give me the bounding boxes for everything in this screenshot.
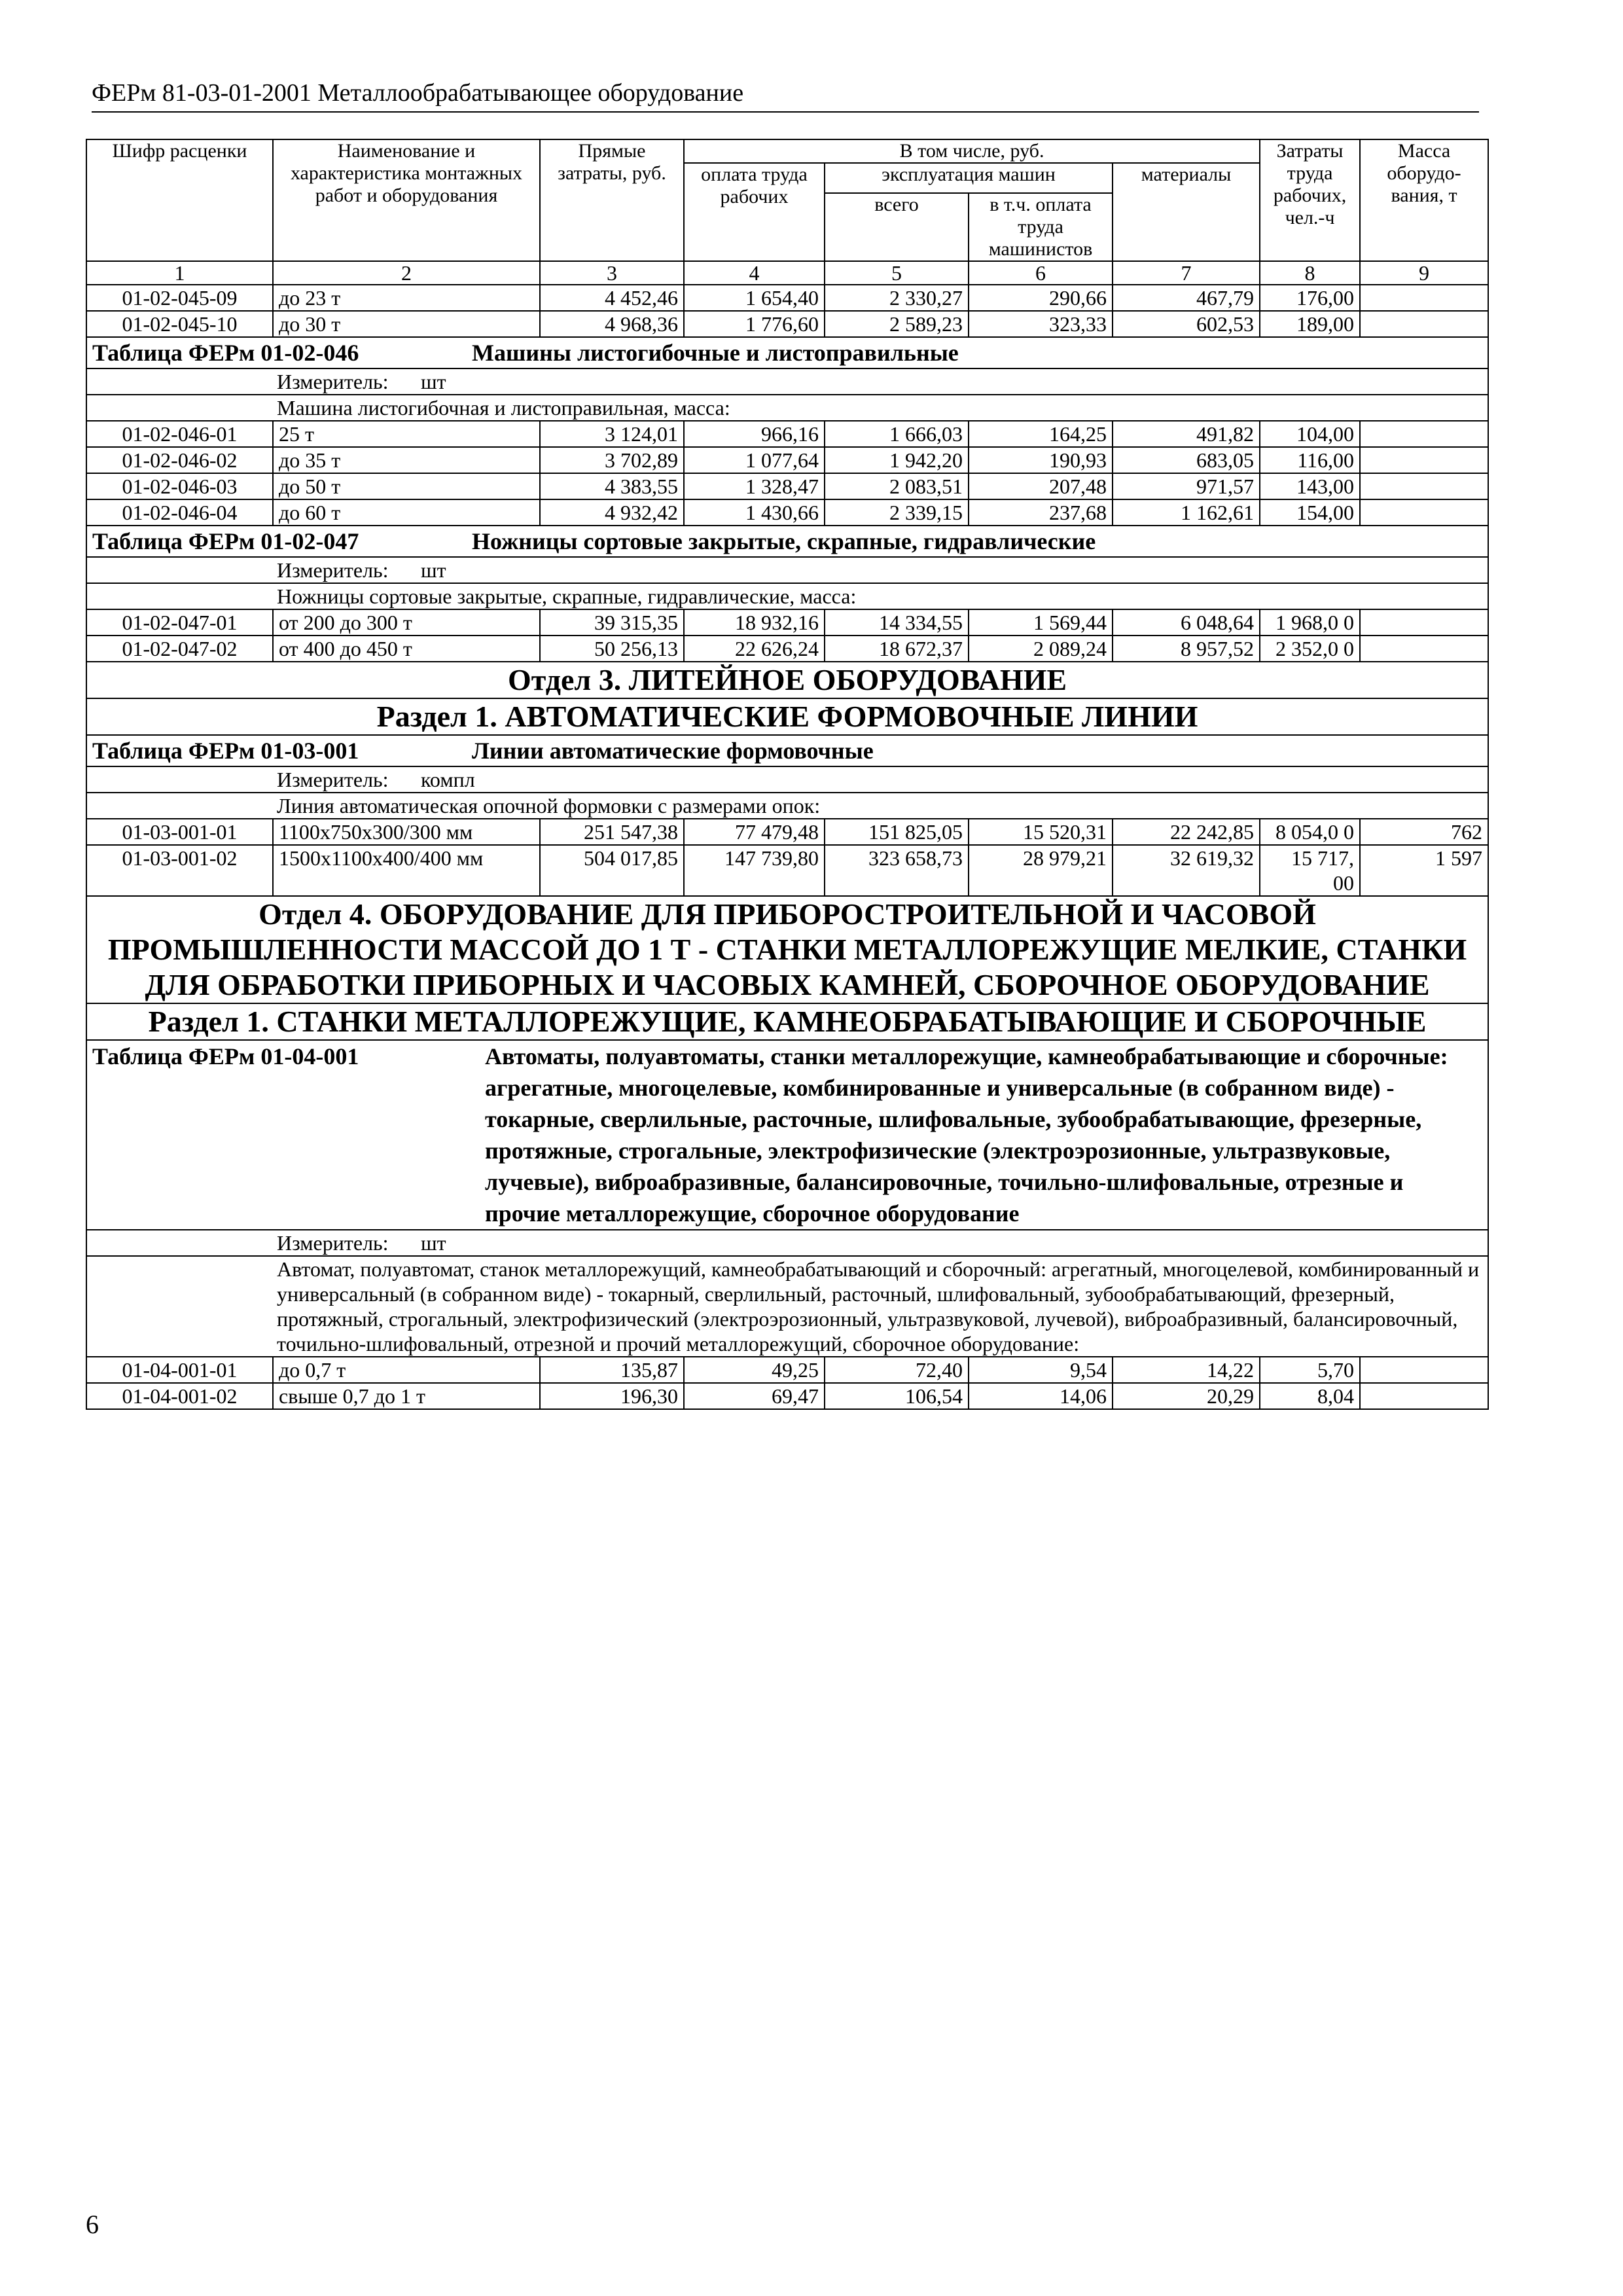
column-number: 5: [825, 261, 969, 285]
section-heading-row: [86, 698, 1488, 735]
cell-direct-cost: 4 452,46: [540, 285, 684, 311]
cell-name: 1500х1100х400/400 мм: [273, 845, 540, 896]
cell-labor-hours: 8,04: [1260, 1383, 1360, 1409]
table-code: Таблица ФЕРм 01-04-001: [92, 1043, 359, 1069]
cell-labor-hours: 5,70: [1260, 1357, 1360, 1383]
cell-labor-hours: 1 968,0 0: [1260, 609, 1360, 636]
column-number: 3: [540, 261, 684, 285]
section-heading-row: [86, 1003, 1488, 1040]
cell-labor-hours: 15 717, 00: [1260, 845, 1360, 896]
cell-machines-total: 106,54: [825, 1383, 969, 1409]
cell-machines-total: 151 825,05: [825, 819, 969, 845]
cell-name: до 60 т: [273, 499, 540, 526]
cell-labor-hours: 154,00: [1260, 499, 1360, 526]
cell-code: 01-02-047-02: [86, 636, 273, 662]
measure-label: Измеритель:: [277, 1231, 389, 1255]
col-header-code: Шифр расценки: [86, 139, 273, 261]
cell-name: 1100х750х300/300 мм: [273, 819, 540, 845]
cell-name: 25 т: [273, 421, 540, 447]
table-code: Таблица ФЕРм 01-02-047: [92, 528, 359, 554]
cell-labor-hours: 116,00: [1260, 447, 1360, 473]
cell-labor: 22 626,24: [684, 636, 825, 662]
table-code: Таблица ФЕРм 01-03-001: [92, 738, 359, 764]
cell-machinists: 237,68: [969, 499, 1113, 526]
cell-labor: 1 430,66: [684, 499, 825, 526]
cell-labor: 1 654,40: [684, 285, 825, 311]
cell-machines-total: 323 658,73: [825, 845, 969, 896]
table-title-row: [86, 1040, 1488, 1230]
cell-name: от 400 до 450 т: [273, 636, 540, 662]
table-name: Автоматы, полуавтоматы, станки металлорежущие, камнеобрабатывающие и сборочные: агрегатные, многоцелевые, комбинированные и универсальные (в собранном виде) - токарные, сверлильные, расточные, шлифовальные, зубообрабатывающие, фрезерные, протяжные, строгальные, электрофизические (электроэрозионные, ультразвуковые, лучевые), виброабразивные, балансировочные, точильно-шлифовальные, отрезные и прочие металлорежущие, сборочное оборудование: [485, 1043, 1448, 1227]
cell-code: 01-02-046-01: [86, 421, 273, 447]
column-number: 9: [1360, 261, 1488, 285]
cell-direct-cost: 196,30: [540, 1383, 684, 1409]
cell-machinists: 207,48: [969, 473, 1113, 499]
column-number: 4: [684, 261, 825, 285]
cell-machinists: 164,25: [969, 421, 1113, 447]
cell-direct-cost: 135,87: [540, 1357, 684, 1383]
col-header-total: всего: [825, 193, 969, 261]
cell-machines-total: 1 942,20: [825, 447, 969, 473]
cell-name: до 35 т: [273, 447, 540, 473]
cell-materials: 32 619,32: [1113, 845, 1260, 896]
cell-labor-hours: 176,00: [1260, 285, 1360, 311]
table-intro: Ножницы сортовые закрытые, скрапные, гидравлические, масса:: [86, 583, 1488, 609]
measure-label: Измеритель:: [277, 370, 389, 393]
table-intro: Машина листогибочная и листоправильная, масса:: [86, 395, 1488, 421]
table-row: [86, 609, 1488, 636]
table-row: [86, 473, 1488, 499]
table-row: [86, 311, 1488, 337]
cell-labor: 966,16: [684, 421, 825, 447]
table-intro: Автомат, полуавтомат, станок металлорежущий, камнеобрабатывающий и сборочный: агрегатный, многоцелевой, комбинированный и универсальный (в собранном виде) - токарный, сверлильный, расточный, шлифовальный, зубообрабатывающий, фрезерный, протяжный, строгальный, электрофизический (электроэрозионный, ультразвуковой, лучевой), виброабразивный, балансировочный, точильно-шлифовальный, отрезной и прочий металлорежущий, сборочное оборудование:: [86, 1256, 1488, 1357]
cell-name: до 23 т: [273, 285, 540, 311]
intro-row: [86, 395, 1488, 421]
cell-mass: [1360, 447, 1488, 473]
cell-labor: 147 739,80: [684, 845, 825, 896]
cell-direct-cost: 4 932,42: [540, 499, 684, 526]
table-row: [86, 819, 1488, 845]
table-row: [86, 845, 1488, 896]
col-header-materials: материалы: [1113, 163, 1260, 261]
section-heading-row: [86, 662, 1488, 698]
header-row-1: [86, 139, 1488, 163]
table-title-row: [86, 337, 1488, 368]
cell-labor-hours: 189,00: [1260, 311, 1360, 337]
table-row: [86, 499, 1488, 526]
table-row: [86, 447, 1488, 473]
cell-materials: 602,53: [1113, 311, 1260, 337]
cell-labor: 69,47: [684, 1383, 825, 1409]
cell-materials: 1 162,61: [1113, 499, 1260, 526]
cell-direct-cost: 3 702,89: [540, 447, 684, 473]
cell-labor: 49,25: [684, 1357, 825, 1383]
measure-row: [86, 1230, 1488, 1256]
cell-machinists: 28 979,21: [969, 845, 1113, 896]
col-header-direct: Прямые затраты, руб.: [540, 139, 684, 261]
measure-unit: компл: [421, 768, 475, 791]
measure-row: [86, 766, 1488, 793]
cell-materials: 22 242,85: [1113, 819, 1260, 845]
cell-labor-hours: 143,00: [1260, 473, 1360, 499]
measure-row: [86, 557, 1488, 583]
table-name: Линии автоматические формовочные: [472, 738, 874, 764]
column-number: 6: [969, 261, 1113, 285]
cell-mass: [1360, 499, 1488, 526]
cell-code: 01-02-046-02: [86, 447, 273, 473]
cell-code: 01-03-001-01: [86, 819, 273, 845]
cell-mass: 762: [1360, 819, 1488, 845]
table-row: [86, 1383, 1488, 1409]
cell-code: 01-02-045-10: [86, 311, 273, 337]
cell-materials: 14,22: [1113, 1357, 1260, 1383]
cell-mass: [1360, 285, 1488, 311]
cell-machines-total: 14 334,55: [825, 609, 969, 636]
col-header-mass: Масса оборудо-вания, т: [1360, 139, 1488, 261]
cell-machines-total: 18 672,37: [825, 636, 969, 662]
col-header-machines: эксплуатация машин: [825, 163, 1113, 193]
intro-row: [86, 793, 1488, 819]
cell-materials: 491,82: [1113, 421, 1260, 447]
cell-labor: 1 776,60: [684, 311, 825, 337]
department-heading: Отдел 4. ОБОРУДОВАНИЕ ДЛЯ ПРИБОРОСТРОИТЕЛЬНОЙ И ЧАСОВОЙ ПРОМЫШЛЕННОСТИ МАССОЙ ДО 1 Т - СТАНКИ МЕТАЛЛОРЕЖУЩИЕ МЕЛКИЕ, СТАНКИ ДЛЯ ОБРАБОТКИ ПРИБОРНЫХ И ЧАСОВЫХ КАМНЕЙ, СБОРОЧНОЕ ОБОРУДОВАНИЕ: [86, 896, 1488, 1003]
table-title-row: [86, 735, 1488, 766]
table-intro: Линия автоматическая опочной формовки с размерами опок:: [86, 793, 1488, 819]
cell-name: до 0,7 т: [273, 1357, 540, 1383]
col-header-labor-cost: Затраты труда рабочих, чел.-ч: [1260, 139, 1360, 261]
table-row: [86, 636, 1488, 662]
cell-direct-cost: 251 547,38: [540, 819, 684, 845]
cell-direct-cost: 3 124,01: [540, 421, 684, 447]
cell-machines-total: 1 666,03: [825, 421, 969, 447]
section-heading: Раздел 1. СТАНКИ МЕТАЛЛОРЕЖУЩИЕ, КАМНЕОБРАБАТЫВАЮЩИЕ И СБОРОЧНЫЕ: [86, 1003, 1488, 1040]
cell-machines-total: 2 339,15: [825, 499, 969, 526]
cell-mass: [1360, 421, 1488, 447]
col-header-labor: оплата труда рабочих: [684, 163, 825, 261]
table-row: [86, 285, 1488, 311]
col-header-name: Наименование и характеристика монтажных работ и оборудования: [273, 139, 540, 261]
page-header-title: ФЕРм 81-03-01-2001 Металлообрабатывающее оборудование: [92, 77, 1479, 113]
intro-row: [86, 583, 1488, 609]
cell-mass: [1360, 1357, 1488, 1383]
cell-code: 01-02-045-09: [86, 285, 273, 311]
cell-machinists: 290,66: [969, 285, 1113, 311]
measure-label: Измеритель:: [277, 558, 389, 582]
col-header-incl: В том числе, руб.: [684, 139, 1260, 163]
table-title-row: [86, 526, 1488, 557]
cell-labor-hours: 8 054,0 0: [1260, 819, 1360, 845]
measure-unit: шт: [421, 558, 446, 582]
column-number: 8: [1260, 261, 1360, 285]
cell-mass: 1 597: [1360, 845, 1488, 896]
column-numbers-row: [86, 261, 1488, 285]
cell-materials: 683,05: [1113, 447, 1260, 473]
table-row: [86, 1357, 1488, 1383]
column-number: 2: [273, 261, 540, 285]
cell-mass: [1360, 473, 1488, 499]
page-number: 6: [86, 2210, 99, 2239]
cell-direct-cost: 39 315,35: [540, 609, 684, 636]
intro-row: [86, 1256, 1488, 1357]
cell-machines-total: 72,40: [825, 1357, 969, 1383]
cell-machinists: 1 569,44: [969, 609, 1113, 636]
measure-unit: шт: [421, 370, 446, 393]
cell-labor: 1 328,47: [684, 473, 825, 499]
cell-materials: 20,29: [1113, 1383, 1260, 1409]
section-heading-row: [86, 896, 1488, 1003]
table-name: Ножницы сортовые закрытые, скрапные, гидравлические: [472, 528, 1096, 554]
cell-machinists: 15 520,31: [969, 819, 1113, 845]
cell-machinists: 9,54: [969, 1357, 1113, 1383]
cell-labor: 77 479,48: [684, 819, 825, 845]
column-number: 1: [86, 261, 273, 285]
cell-materials: 8 957,52: [1113, 636, 1260, 662]
table-row: [86, 421, 1488, 447]
measure-label: Измеритель:: [277, 768, 389, 791]
cell-labor: 18 932,16: [684, 609, 825, 636]
cell-code: 01-03-001-02: [86, 845, 273, 896]
cell-code: 01-02-046-03: [86, 473, 273, 499]
cell-machinists: 2 089,24: [969, 636, 1113, 662]
cell-direct-cost: 504 017,85: [540, 845, 684, 896]
cell-materials: 467,79: [1113, 285, 1260, 311]
cell-mass: [1360, 636, 1488, 662]
cell-mass: [1360, 311, 1488, 337]
measure-unit: шт: [421, 1231, 446, 1255]
cell-code: 01-02-046-04: [86, 499, 273, 526]
cell-name: от 200 до 300 т: [273, 609, 540, 636]
cell-machinists: 14,06: [969, 1383, 1113, 1409]
cell-mass: [1360, 609, 1488, 636]
cell-labor-hours: 2 352,0 0: [1260, 636, 1360, 662]
cell-direct-cost: 4 383,55: [540, 473, 684, 499]
cell-direct-cost: 50 256,13: [540, 636, 684, 662]
measure-row: [86, 368, 1488, 395]
cell-machines-total: 2 083,51: [825, 473, 969, 499]
cell-machinists: 190,93: [969, 447, 1113, 473]
cell-mass: [1360, 1383, 1488, 1409]
cell-name: свыше 0,7 до 1 т: [273, 1383, 540, 1409]
cell-materials: 971,57: [1113, 473, 1260, 499]
section-heading: Раздел 1. АВТОМАТИЧЕСКИЕ ФОРМОВОЧНЫЕ ЛИНИИ: [86, 698, 1488, 735]
cell-machines-total: 2 589,23: [825, 311, 969, 337]
cell-labor-hours: 104,00: [1260, 421, 1360, 447]
cell-machines-total: 2 330,27: [825, 285, 969, 311]
table-name: Машины листогибочные и листоправильные: [472, 340, 959, 366]
cell-machinists: 323,33: [969, 311, 1113, 337]
cell-labor: 1 077,64: [684, 447, 825, 473]
table-code: Таблица ФЕРм 01-02-046: [92, 340, 359, 366]
column-number: 7: [1113, 261, 1260, 285]
cell-name: до 50 т: [273, 473, 540, 499]
cell-direct-cost: 4 968,36: [540, 311, 684, 337]
cell-code: 01-02-047-01: [86, 609, 273, 636]
cell-name: до 30 т: [273, 311, 540, 337]
rates-table: [86, 139, 1489, 1410]
col-header-incl-machinists: в т.ч. оплата труда машинистов: [969, 193, 1113, 261]
cell-code: 01-04-001-02: [86, 1383, 273, 1409]
department-heading: Отдел 3. ЛИТЕЙНОЕ ОБОРУДОВАНИЕ: [86, 662, 1488, 698]
cell-materials: 6 048,64: [1113, 609, 1260, 636]
cell-code: 01-04-001-01: [86, 1357, 273, 1383]
